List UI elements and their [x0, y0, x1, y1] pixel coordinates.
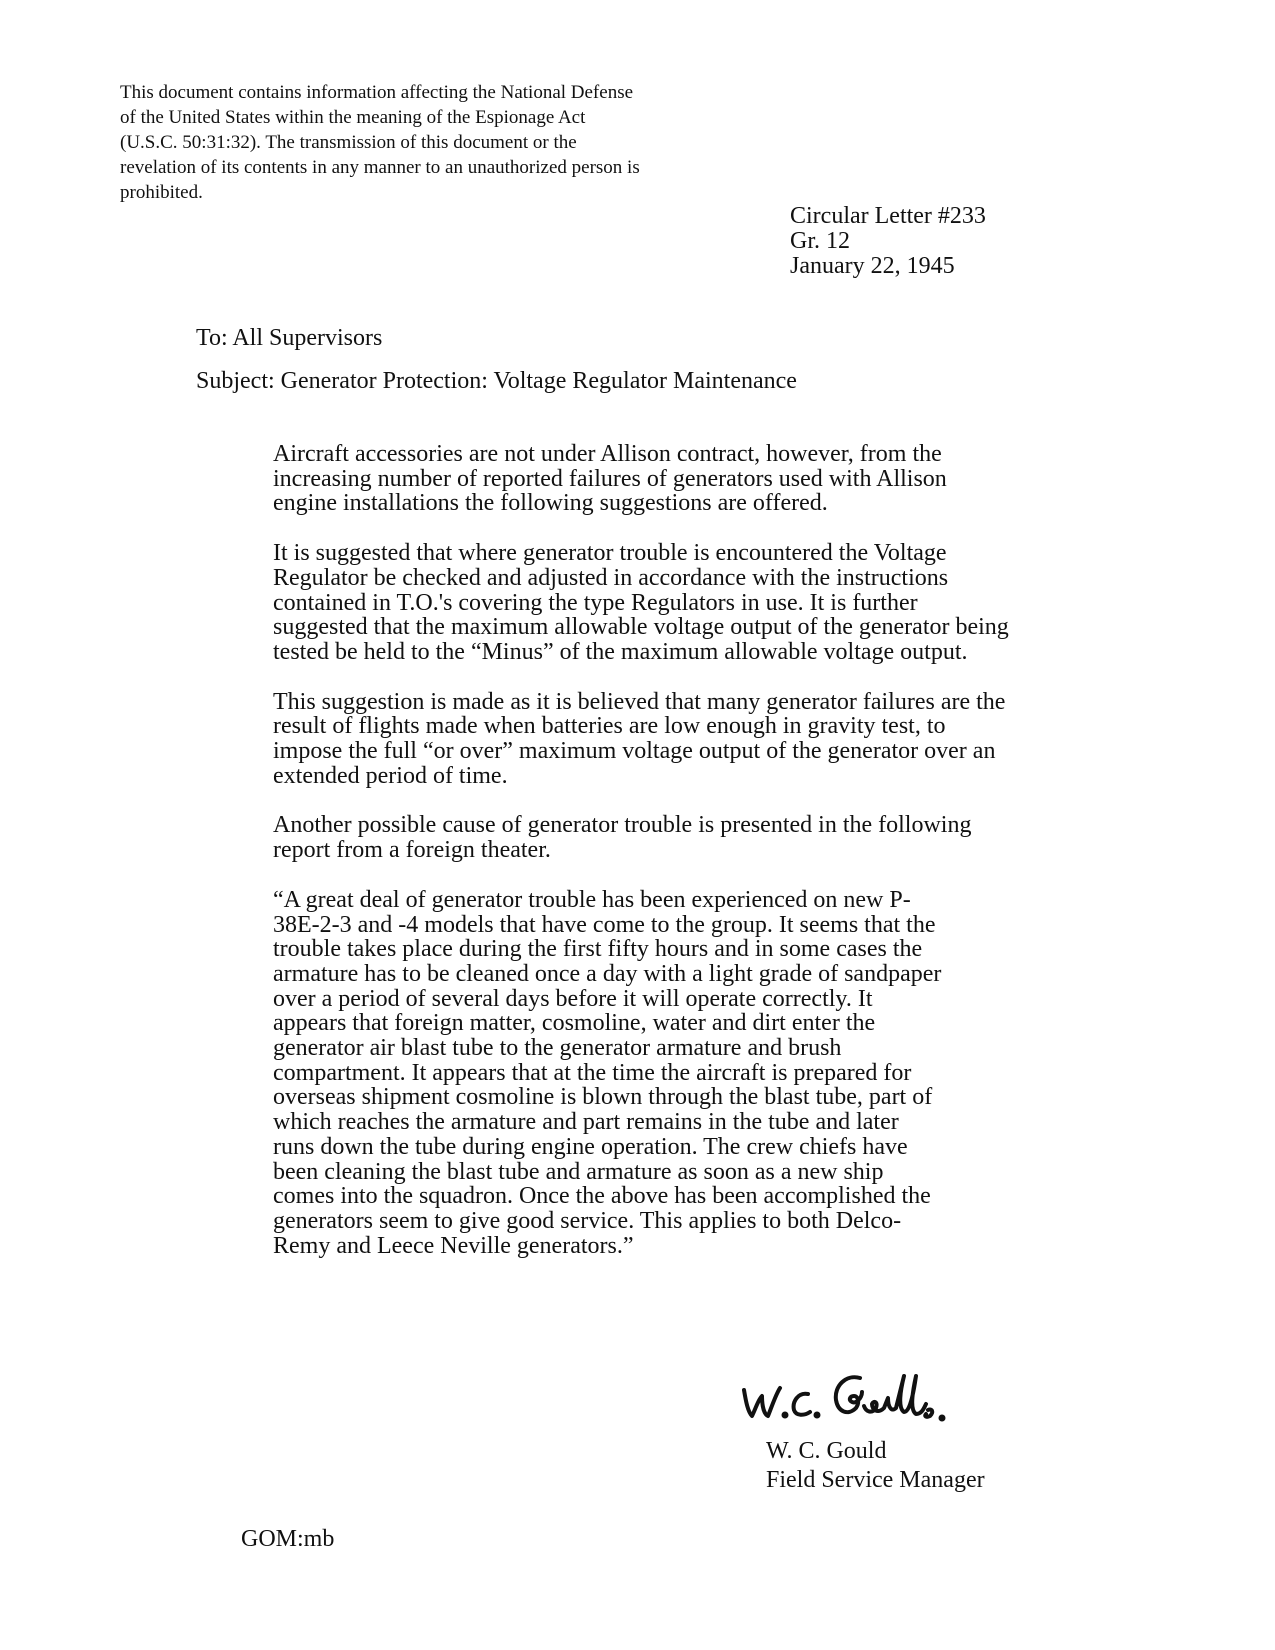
signatory-block — [766, 1437, 985, 1495]
body-paragraph: It is suggested that where generator trouble is encountered the Voltage Regulator be checked and adjusted in accordance with the instructions contained in T.O.'s covering the type Regulators in use. It is further suggested that the maximum allowable voltage output of the generator being tested be held to the “Minus” of the maximum allowable voltage output. — [273, 540, 1009, 665]
letter-body — [273, 442, 1013, 1283]
reference-initials: GOM:mb — [241, 1526, 335, 1552]
letter-date: January 22, 1945 — [790, 253, 955, 279]
body-paragraph: This suggestion is made as it is believed that many generator failures are the result of flights made when batteries are low enough in gravity test, to impose the full “or over” maximum voltage output of the generator over an extended period of time. — [273, 688, 1006, 789]
signatory-title: Field Service Manager — [766, 1467, 985, 1493]
body-paragraph: Aircraft accessories are not under Allison contract, however, from the increasing number of reported failures of generators used with Allison engine installations the following suggestions are offered. — [273, 441, 947, 517]
group-number: Gr. 12 — [790, 228, 850, 254]
signatory-name: W. C. Gould — [766, 1438, 887, 1464]
security-notice: This document contains information affecting the National Defense of the United States within the meaning of the Espionage Act (U.S.C. 50:31:32). The transmission of this document or the revelation of its contents in any manner to an unauthorized person is prohibited. — [120, 82, 640, 203]
handwritten-signature — [738, 1368, 958, 1428]
quoted-report: “A great deal of generator trouble has been experienced on new P-38E-2-3 and -4 models that have come to the group. It seems that the trouble takes place during the first fifty hours and in some cases the armature has to be cleaned once a day with a light grade of sandpaper over a period of several days before it will operate correctly. It appears that foreign matter, cosmoline, water and dirt enter the generator air blast tube to the generator armature and brush compartment. It appears that at the time the aircraft is prepared for overseas shipment cosmoline is blown through the blast tube, part of which reaches the armature and part remains in the tube and later runs down the tube during engine operation. The crew chiefs have been cleaning the blast tube and armature as soon as a new ship comes into the squadron. Once the above has been accomplished the generators seem to give good service. This applies to both Delco-Remy and Leece Neville generators.” — [273, 886, 942, 1259]
body-paragraph: Another possible cause of generator trouble is presented in the following report from a foreign theater. — [273, 812, 972, 864]
subject-line: Subject: Generator Protection: Voltage Regulator Maintenance — [196, 368, 797, 394]
circular-number: Circular Letter #233 — [790, 203, 986, 229]
reference-block — [790, 204, 986, 279]
to-line: To: All Supervisors — [196, 325, 383, 351]
